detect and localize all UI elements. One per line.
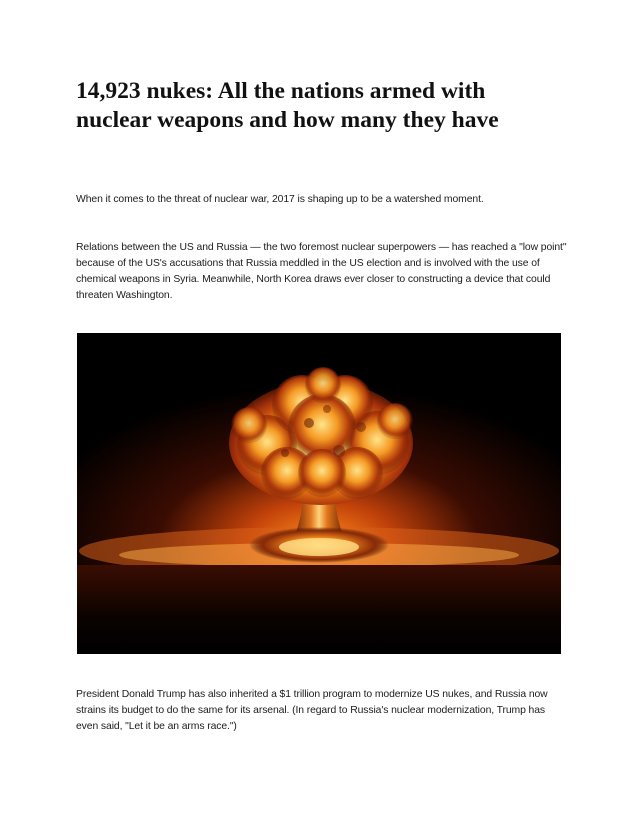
intro-paragraph: When it comes to the threat of nuclear war, 2017 is shaping up to be a watershed moment. xyxy=(76,194,484,205)
modernization-paragraph: President Donald Trump has also inherited a $1 trillion program to modernize US nukes, and Russia now strains its budget to do the same for its arsenal. (In regard to Russia's nuclear modernization, Trump has even said, "Let it be an arms race.") xyxy=(76,689,548,732)
article-title: 14,923 nukes: All the nations armed with nuclear weapons and how many they have xyxy=(76,78,499,133)
mushroom-cloud-illustration xyxy=(77,333,561,654)
mushroom-cloud-image xyxy=(77,333,561,654)
relations-paragraph: Relations between the US and Russia — the two foremost nuclear superpowers — has reached a "low point" because of the US's accusations that Russia meddled in the US election and is involved with the use of chemical weapons in Syria. Meanwhile, North Korea draws ever closer to constructing a device that could threaten Washington. xyxy=(76,242,567,301)
